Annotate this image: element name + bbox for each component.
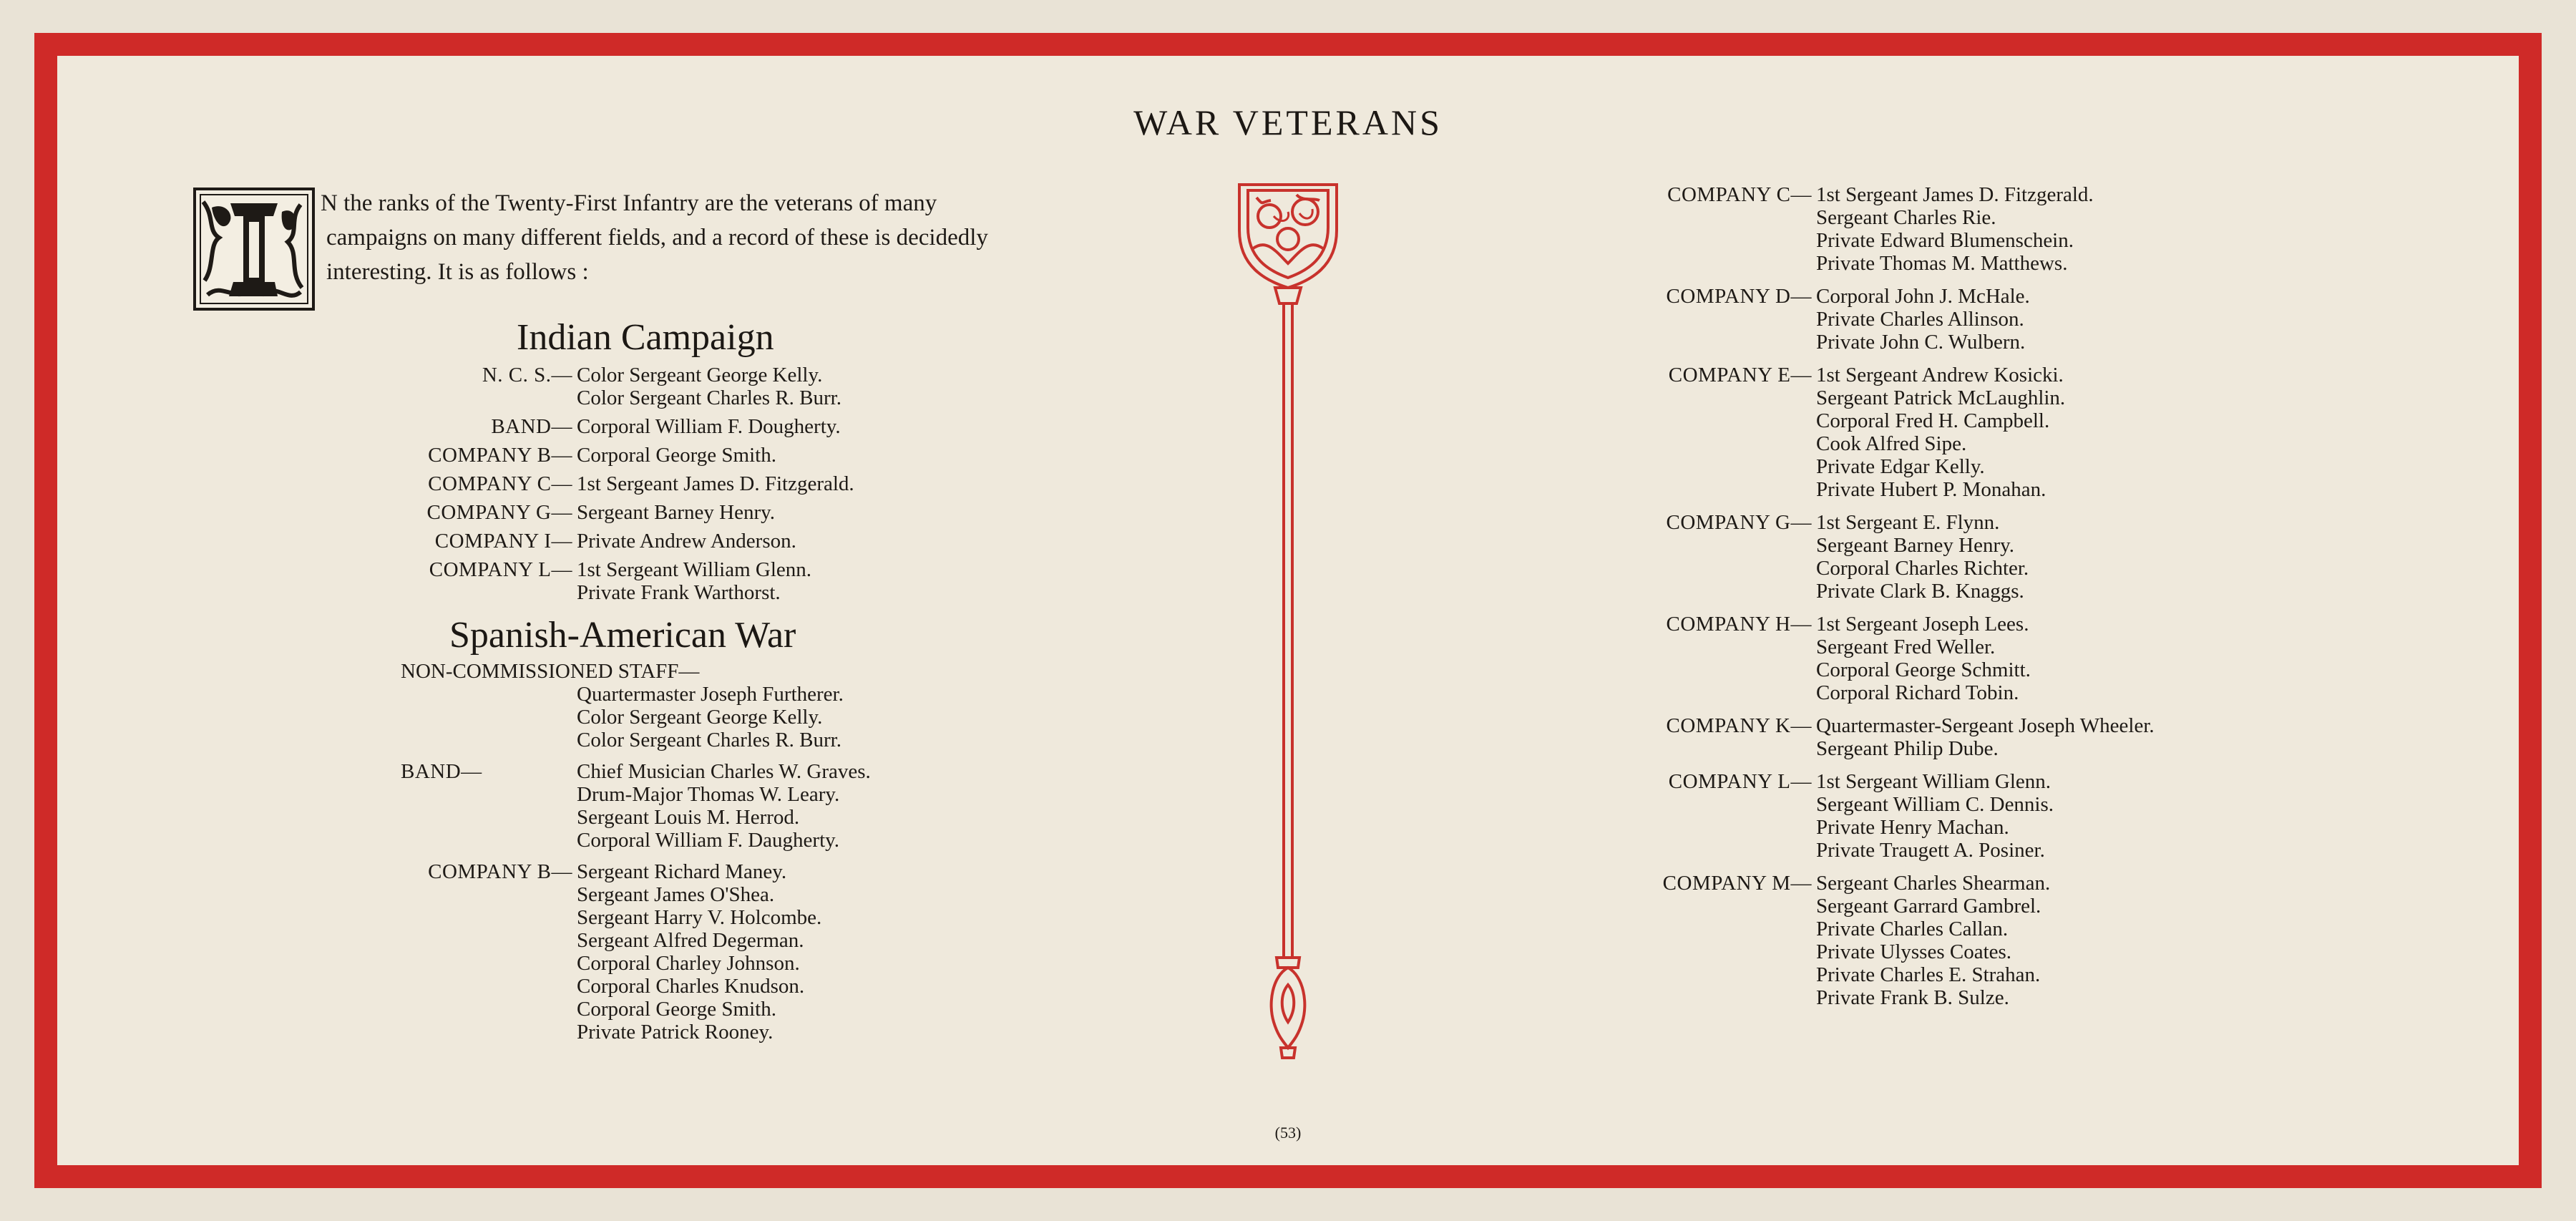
veteran-name: Sergeant Patrick McLaughlin. bbox=[1816, 386, 2066, 409]
veteran-name: Corporal John J. McHale. bbox=[1816, 285, 2030, 308]
intro-line-3: interesting. It is as follows : bbox=[326, 259, 589, 285]
veteran-name: Private Thomas M. Matthews. bbox=[1816, 252, 2068, 275]
unit-label: COMPANY G— bbox=[1666, 511, 1812, 534]
veteran-name: Corporal Charles Knudson. bbox=[577, 975, 805, 998]
veteran-name: Corporal George Schmitt. bbox=[1816, 658, 2031, 681]
spanish-american-war-roster bbox=[401, 660, 1045, 1044]
veteran-name: Private Hubert P. Monahan. bbox=[1816, 478, 2046, 501]
unit-label: COMPANY L— bbox=[1668, 770, 1812, 793]
veteran-name: Private Andrew Anderson. bbox=[577, 530, 796, 553]
unit-label: COMPANY B— bbox=[428, 860, 572, 883]
ornamental-letter-i-icon bbox=[193, 188, 315, 311]
unit-label: COMPANY E— bbox=[1668, 364, 1812, 386]
roster-entry bbox=[1633, 714, 2348, 760]
veteran-name: Private Traugett A. Posiner. bbox=[1816, 839, 2045, 862]
veteran-name: Private Henry Machan. bbox=[1816, 816, 2009, 839]
roster-entry bbox=[1633, 285, 2348, 354]
veteran-name: Private John C. Wulbern. bbox=[1816, 331, 2026, 354]
veteran-name: 1st Sergeant William Glenn. bbox=[577, 558, 811, 581]
roster-entry bbox=[401, 660, 1045, 751]
veteran-name: Color Sergeant Charles R. Burr. bbox=[577, 386, 841, 409]
roster-entry bbox=[401, 558, 1016, 604]
intro-line-1: N the ranks of the Twenty-First Infantry are the veterans of many bbox=[321, 190, 937, 216]
veteran-name: Corporal George Smith. bbox=[577, 998, 776, 1021]
page-title: WAR VETERANS bbox=[1133, 102, 1443, 142]
unit-label: N. C. S.— bbox=[482, 364, 572, 386]
veteran-name: Color Sergeant Charles R. Burr. bbox=[577, 729, 841, 751]
veteran-name: Sergeant Alfred Degerman. bbox=[577, 929, 804, 952]
veteran-name: Corporal William F. Dougherty. bbox=[577, 415, 841, 438]
roster-entry bbox=[401, 760, 1045, 852]
veteran-name: Corporal George Smith. bbox=[577, 444, 776, 467]
page-number: (53) bbox=[1274, 1124, 1302, 1142]
intro-line-2: campaigns on many different fields, and a record of these is decidedly bbox=[326, 225, 988, 250]
unit-label: NON-COMMISSIONED STAFF— bbox=[401, 660, 700, 683]
veteran-name: Sergeant Charles Rie. bbox=[1816, 206, 1996, 229]
unit-label: COMPANY K— bbox=[1666, 714, 1812, 737]
veteran-name: Drum-Major Thomas W. Leary. bbox=[577, 783, 840, 806]
roster-entry bbox=[1633, 613, 2348, 704]
roster-entry bbox=[401, 472, 1016, 495]
veteran-name: Private Frank Warthorst. bbox=[577, 581, 781, 604]
veteran-name: Private Clark B. Knaggs. bbox=[1816, 580, 2024, 603]
unit-label: BAND— bbox=[491, 415, 572, 438]
roster-entry bbox=[1633, 872, 2348, 1009]
veteran-name: Quartermaster-Sergeant Joseph Wheeler. bbox=[1816, 714, 2155, 737]
right-column-roster bbox=[1633, 183, 2348, 1009]
roster-entry bbox=[401, 415, 1016, 438]
unit-label: COMPANY H— bbox=[1666, 613, 1812, 636]
veteran-name: Sergeant Barney Henry. bbox=[577, 501, 776, 524]
unit-label: COMPANY G— bbox=[426, 501, 572, 524]
unit-label: COMPANY I— bbox=[434, 530, 572, 553]
spanish-american-war-heading: Spanish-American War bbox=[449, 615, 796, 656]
intro-paragraph bbox=[193, 182, 1166, 289]
veteran-name: Corporal Charles Richter. bbox=[1816, 557, 2029, 580]
veteran-name: Sergeant Barney Henry. bbox=[1816, 534, 2015, 557]
veteran-name: Sergeant Philip Dube. bbox=[1816, 737, 1999, 760]
veteran-name: Corporal Fred H. Campbell. bbox=[1816, 409, 2050, 432]
veteran-name: Sergeant Charles Shearman. bbox=[1816, 872, 2051, 895]
veteran-name: Corporal Charley Johnson. bbox=[577, 952, 800, 975]
veteran-name: Cook Alfred Sipe. bbox=[1816, 432, 1967, 455]
veteran-name: Private Ulysses Coates. bbox=[1816, 940, 2012, 963]
veteran-name: 1st Sergeant Joseph Lees. bbox=[1816, 613, 2029, 636]
unit-label: COMPANY C— bbox=[1667, 183, 1812, 206]
veteran-name: Private Edgar Kelly. bbox=[1816, 455, 1985, 478]
veteran-name: Sergeant Louis M. Herrod. bbox=[577, 806, 800, 829]
unit-label: COMPANY M— bbox=[1662, 872, 1812, 895]
veteran-name: 1st Sergeant James D. Fitzgerald. bbox=[577, 472, 854, 495]
veteran-name: Color Sergeant George Kelly. bbox=[577, 364, 823, 386]
veteran-name: Sergeant Harry V. Holcombe. bbox=[577, 906, 822, 929]
veteran-name: Quartermaster Joseph Furtherer. bbox=[577, 683, 844, 706]
indian-campaign-heading: Indian Campaign bbox=[517, 317, 774, 358]
veteran-name: Corporal Richard Tobin. bbox=[1816, 681, 2019, 704]
roster-entry bbox=[1633, 183, 2348, 275]
veteran-name: 1st Sergeant William Glenn. bbox=[1816, 770, 2051, 793]
veteran-name: 1st Sergeant Andrew Kosicki. bbox=[1816, 364, 2064, 386]
veteran-name: Sergeant Richard Maney. bbox=[577, 860, 787, 883]
veteran-name: Sergeant Garrard Gambrel. bbox=[1816, 895, 2041, 918]
veteran-name: Private Charles E. Strahan. bbox=[1816, 963, 2041, 986]
veteran-name: Private Patrick Rooney. bbox=[577, 1021, 774, 1044]
roster-entry bbox=[1633, 770, 2348, 862]
indian-campaign-roster bbox=[401, 364, 1016, 604]
roster-entry bbox=[401, 364, 1016, 409]
roster-entry bbox=[401, 501, 1016, 524]
veteran-name: Private Charles Allinson. bbox=[1816, 308, 2024, 331]
unit-label: COMPANY B— bbox=[428, 444, 572, 467]
roster-entry bbox=[401, 860, 1045, 1044]
veteran-name: Sergeant Fred Weller. bbox=[1816, 636, 1996, 658]
unit-label: COMPANY D— bbox=[1666, 285, 1812, 308]
unit-label: COMPANY C— bbox=[428, 472, 572, 495]
veteran-name: Color Sergeant George Kelly. bbox=[577, 706, 823, 729]
veteran-name: Private Frank B. Sulze. bbox=[1816, 986, 2009, 1009]
unit-label: BAND— bbox=[401, 760, 482, 783]
roster-entry bbox=[401, 444, 1016, 467]
veteran-name: 1st Sergeant E. Flynn. bbox=[1816, 511, 2000, 534]
roster-entry bbox=[1633, 511, 2348, 603]
floral-staff-ornament-icon bbox=[1231, 180, 1345, 1061]
veteran-name: 1st Sergeant James D. Fitzgerald. bbox=[1816, 183, 2094, 206]
veteran-name: Sergeant James O'Shea. bbox=[577, 883, 775, 906]
roster-entry bbox=[1633, 364, 2348, 501]
veteran-name: Sergeant William C. Dennis. bbox=[1816, 793, 2054, 816]
veteran-name: Chief Musician Charles W. Graves. bbox=[577, 760, 871, 783]
veteran-name: Private Edward Blumenschein. bbox=[1816, 229, 2074, 252]
veteran-name: Corporal William F. Daugherty. bbox=[577, 829, 840, 852]
unit-label: COMPANY L— bbox=[429, 558, 572, 581]
veteran-name: Private Charles Callan. bbox=[1816, 918, 2009, 940]
roster-entry bbox=[401, 530, 1016, 553]
